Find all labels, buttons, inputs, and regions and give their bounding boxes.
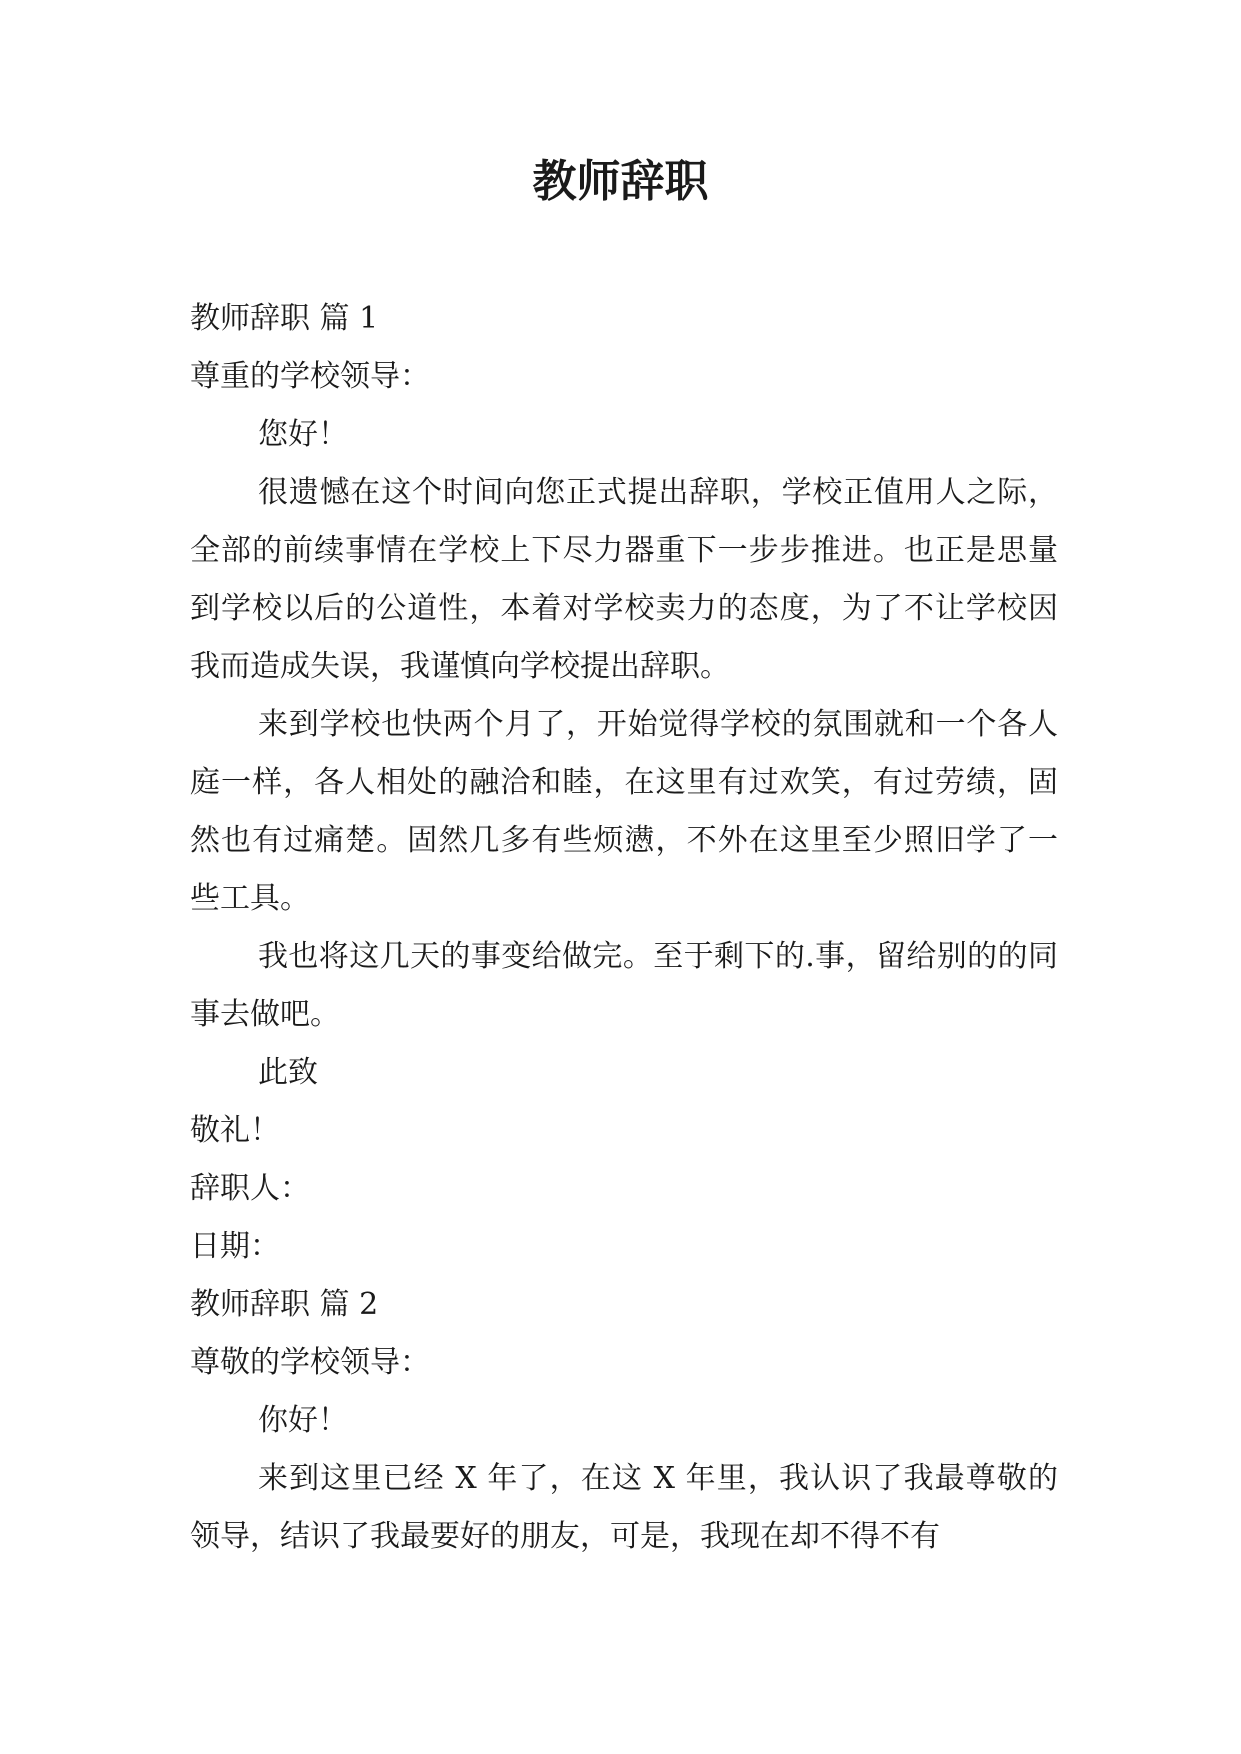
greeting: 您好！ <box>258 417 348 452</box>
body-paragraph: 来到学校也快两个月了，开始觉得学校的氛围就和一个各人庭一样，各人相处的融洽和睦，在这里有过欢笑，有过劳绩，固然也有过痛楚。固然几多有些烦懑，不外在这里至少照旧学了一些工具。 <box>190 707 1058 916</box>
document-body <box>190 290 1058 1566</box>
body-paragraph: 来到这里已经 X 年了，在这 X 年里，我认识了我最尊敬的领导，结识了我最要好的朋友，可是，我现在却不得不有 <box>190 1461 1058 1554</box>
document-title: 教师辞职 <box>532 156 709 207</box>
closing: 敬礼！ <box>190 1113 280 1148</box>
signer-label: 辞职人： <box>190 1171 310 1206</box>
section-heading: 教师辞职 篇 1 <box>190 301 379 336</box>
body-paragraph: 我也将这几天的事变给做完。至于剩下的.事，留给别的的同事去做吧。 <box>190 939 1058 1032</box>
section-heading: 教师辞职 篇 2 <box>190 1287 379 1322</box>
greeting: 你好！ <box>258 1403 348 1438</box>
closing-indent: 此致 <box>258 1055 318 1090</box>
body-paragraph: 很遗憾在这个时间向您正式提出辞职，学校正值用人之际，全部的前续事情在学校上下尽力器重下一步步推进。也正是思量到学校以后的公道性，本着对学校卖力的态度，为了不让学校因我而造成失误，我谨慎向学校提出辞职。 <box>190 475 1058 684</box>
salutation: 尊重的学校领导： <box>190 359 430 394</box>
date-label: 日期： <box>190 1229 280 1264</box>
salutation: 尊敬的学校领导： <box>190 1345 430 1380</box>
